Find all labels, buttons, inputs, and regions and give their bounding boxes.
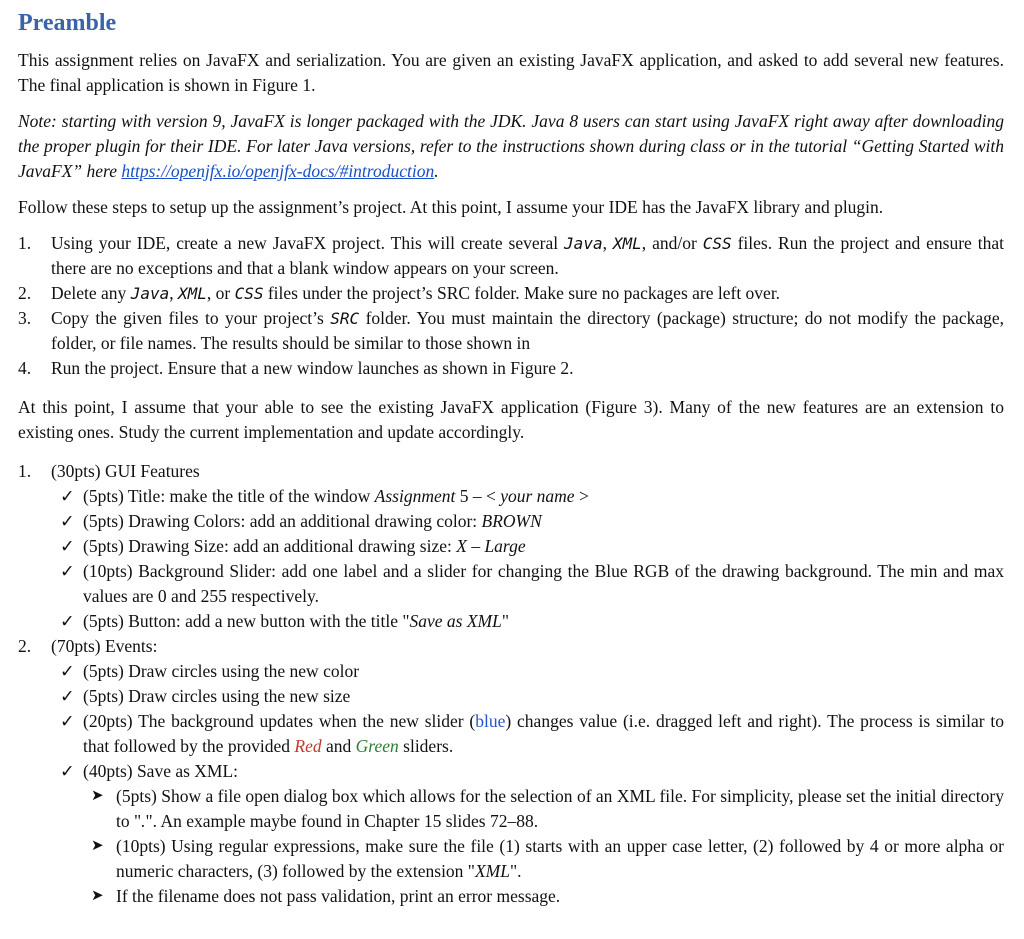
- arrowhead-bullet-icon: ➤: [91, 838, 104, 854]
- setup-steps-list: [18, 231, 1004, 381]
- item-text: (5pts) Draw circles using the new color: [83, 661, 360, 681]
- red-word: Red: [294, 736, 322, 756]
- math-term: BROWN: [481, 511, 542, 531]
- item-text: (40pts) Save as XML:: [83, 761, 239, 781]
- setup-step-3: [18, 306, 1004, 356]
- code-term: XML: [612, 234, 642, 253]
- save-subitem-regex: [18, 834, 1004, 884]
- setup-step-2: [18, 281, 1004, 306]
- note-text: Note: starting with version 9, JavaFX is longer packaged with the JDK. Java 8 users can start using JavaFX right away after downloading the proper plugin for their IDE. For later Java versions, refer to the instructions shown during class or in the tutorial “Getting Started with JavaFX” here: [18, 111, 1004, 181]
- subitem-text: ". An example maybe found in Chapter 15 slides 72–88.: [145, 811, 539, 831]
- setup-step-4: [18, 356, 1004, 381]
- item-text: (5pts) Button: add a new button with the title ": [83, 611, 410, 631]
- step-text: Delete any: [51, 283, 131, 303]
- item-text: 5 – <: [455, 486, 501, 506]
- requirement-number: 1.: [18, 461, 32, 481]
- checkmark-icon: ✓: [60, 561, 75, 581]
- blue-word: blue: [475, 711, 506, 731]
- checkmark-icon: ✓: [60, 686, 75, 706]
- code-term: SRC: [330, 309, 360, 328]
- gui-item-button: [18, 609, 1004, 634]
- step-number: 2.: [18, 283, 32, 303]
- math-term: Save as XML: [409, 611, 502, 631]
- step-text: Copy the given files to your project’s: [51, 308, 331, 328]
- item-text: (5pts) Draw circles using the new size: [83, 686, 351, 706]
- subitem-text: (5pts) Show a file open dialog box which allows for the selection of an XML file. For simplicity, please set the initial directory to ": [116, 786, 1004, 831]
- item-text: –: [466, 536, 485, 556]
- step-text: Using your IDE, create a new JavaFX project. This will create several: [51, 233, 565, 253]
- item-text: (5pts) Drawing Colors: add an additional drawing color:: [83, 511, 482, 531]
- item-text: (5pts) Title: make the title of the window: [83, 486, 375, 506]
- steps-intro: Follow these steps to setup up the assignment’s project. At this point, I assume your IDE has the JavaFX library and plugin.: [18, 197, 884, 217]
- math-term: your name: [500, 486, 575, 506]
- checkmark-icon: ✓: [60, 536, 75, 556]
- item-text: and: [321, 736, 356, 756]
- save-subitem-error: [18, 884, 1004, 909]
- arrowhead-bullet-icon: ➤: [91, 888, 104, 904]
- checkmark-icon: ✓: [60, 511, 75, 531]
- checkmark-icon: ✓: [60, 661, 75, 681]
- note-end: .: [434, 161, 439, 181]
- step-number: 3.: [18, 308, 32, 328]
- event-item-background: [18, 709, 1004, 759]
- code-term: Java: [564, 234, 603, 253]
- item-text: (20pts) The background updates when the new slider (: [83, 711, 476, 731]
- item-text: (5pts) Drawing Size: add an additional drawing size:: [83, 536, 457, 556]
- subitem-text: If the filename does not pass validation, print an error message.: [116, 886, 561, 906]
- step-text: ,: [602, 233, 613, 253]
- event-item-save-xml: [18, 759, 1004, 784]
- item-text: ": [501, 611, 509, 631]
- step-number: 1.: [18, 233, 32, 253]
- step-text: files under the project’s SRC folder. Make sure no packages are left over.: [263, 283, 781, 303]
- gui-item-size: [18, 534, 1004, 559]
- openjfx-docs-link[interactable]: https://openjfx.io/openjfx-docs/#introduction: [121, 161, 435, 181]
- features-intro: At this point, I assume that your able to see the existing JavaFX application (Figure 3). Many of the new features are an extension to existing ones. Study the current implementation and update accordingly.: [18, 397, 1004, 442]
- events-heading: [18, 634, 1004, 659]
- math-term: .: [141, 811, 146, 831]
- step-text: Run the project. Ensure that a new window launches as shown in Figure 2.: [51, 358, 574, 378]
- step-text: , or: [206, 283, 235, 303]
- gui-item-slider: [18, 559, 1004, 609]
- event-item-color: [18, 659, 1004, 684]
- step-number: 4.: [18, 358, 32, 378]
- requirement-heading: (70pts) Events:: [51, 636, 158, 656]
- math-term: Assignment: [374, 486, 456, 506]
- code-term: CSS: [234, 284, 264, 303]
- requirement-heading: (30pts) GUI Features: [51, 461, 200, 481]
- code-term: CSS: [702, 234, 732, 253]
- setup-step-1: [18, 231, 1004, 281]
- intro-paragraph: This assignment relies on JavaFX and serialization. You are given an existing JavaFX application, and asked to add several new features. The final application is shown in Figure 1.: [18, 50, 1004, 95]
- arrowhead-bullet-icon: ➤: [91, 788, 104, 804]
- step-text: files. Run the project and ensure that there are no exceptions and that a blank window appears on your screen.: [51, 233, 1005, 278]
- item-text: ) changes value (i.e. dragged left and right). The process is similar to that followed by the provided: [83, 711, 1004, 756]
- green-word: Green: [355, 736, 399, 756]
- code-term: XML: [177, 284, 207, 303]
- section-title: Preamble: [18, 10, 117, 36]
- gui-item-colors: [18, 509, 1004, 534]
- note-paragraph: [18, 109, 1004, 184]
- code-term: Java: [130, 284, 170, 303]
- subitem-text: ".: [509, 861, 522, 881]
- checkmark-icon: ✓: [60, 761, 75, 781]
- item-text: (10pts) Background Slider: add one label and a slider for changing the Blue RGB of the drawing background. The min and max values are 0 and 255 respectively.: [83, 561, 1004, 606]
- checkmark-icon: ✓: [60, 486, 75, 506]
- item-text: >: [574, 486, 589, 506]
- math-term: XML: [474, 861, 510, 881]
- requirements-list: [18, 459, 1004, 909]
- step-text: folder. You must maintain the directory (package) structure; do not modify the package, folder, or file names. The results should be similar to those shown in: [51, 308, 1004, 353]
- checkmark-icon: ✓: [60, 611, 75, 631]
- math-term: X: [456, 536, 467, 556]
- step-text: , and/or: [641, 233, 703, 253]
- save-subitem-dialog: [18, 784, 1004, 834]
- gui-item-title: [18, 484, 1004, 509]
- requirement-number: 2.: [18, 636, 32, 656]
- math-term: Large: [484, 536, 526, 556]
- item-text: sliders.: [398, 736, 454, 756]
- event-item-size: [18, 684, 1004, 709]
- subitem-text: (10pts) Using regular expressions, make sure the file (1) starts with an upper case letter, (2) followed by 4 or more alpha or numeric characters, (3) followed by the extension ": [116, 836, 1004, 881]
- checkmark-icon: ✓: [60, 711, 75, 731]
- step-text: ,: [169, 283, 178, 303]
- gui-features-heading: [18, 459, 1004, 484]
